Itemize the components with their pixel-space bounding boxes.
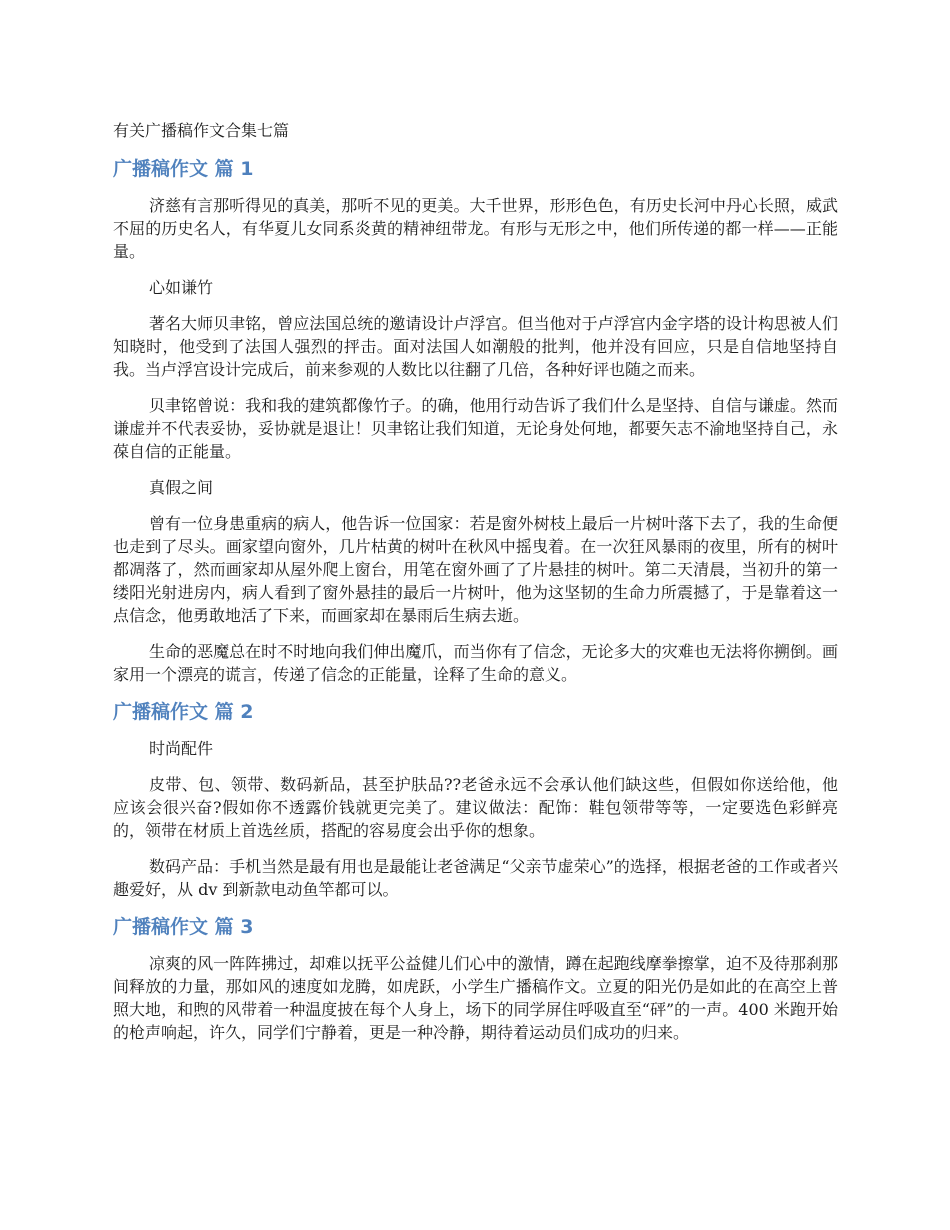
section-2 — [113, 699, 838, 901]
section-heading: 广播稿作文 篇 3 — [113, 916, 254, 938]
section-heading: 广播稿作文 篇 1 — [113, 158, 254, 180]
document-title: 有关广播稿作文合集七篇 — [113, 121, 290, 140]
document-page — [113, 120, 838, 1057]
paragraph: 著名大师贝聿铭，曾应法国总统的邀请设计卢浮宫。但当他对于卢浮宫内金字塔的设计构思被人们知晓时，他受到了法国人强烈的抨击。面对法国人如潮般的批判，他并没有回应，只是自信地坚持自我。当卢浮宫设计完成后，前来参观的人数比以往翻了几倍，各种好评也随之而来。 — [113, 314, 838, 379]
paragraph: 凉爽的风一阵阵拂过，却难以抚平公益健儿们心中的激情，蹲在起跑线摩拳擦掌，迫不及待那刹那间释放的力量，那如风的速度如龙腾，如虎跃，小学生广播稿作文。立夏的阳光仍是如此的在高空上普照大地，和煦的风带着一种温度披在每个人身上，场下的同学屏住呼吸直至“砰”的一声。400 米跑开始的枪声响起，许久，同学们宁静着，更是一种冷静，期待着运动员们成功的归来。 — [113, 954, 838, 1042]
section-heading: 广播稿作文 篇 2 — [113, 701, 254, 723]
paragraph: 曾有一位身患重病的病人，他告诉一位国家：若是窗外树枝上最后一片树叶落下去了，我的生命便也走到了尽头。画家望向窗外，几片枯黄的树叶在秋风中摇曳着。在一次狂风暴雨的夜里，所有的树叶都凋落了，然而画家却从屋外爬上窗台，用笔在窗外画了了片悬挂的树叶。第二天清晨，当初升的第一缕阳光射进房内，病人看到了窗外悬挂的最后一片树叶，他为这坚韧的生命力所震撼了，于是靠着这一点信念，他勇敢地活了下来，而画家却在暴雨后生病去逝。 — [113, 514, 838, 625]
paragraph: 皮带、包、领带、数码新品，甚至护肤品??老爸永远不会承认他们缺这些，但假如你送给他，他应该会很兴奋?假如你不透露价钱就更完美了。建议做法：配饰：鞋包领带等等，一定要选色彩鲜亮的，领带在材质上首选丝质，搭配的容易度会出乎你的想象。 — [113, 775, 838, 840]
paragraph: 济慈有言那听得见的真美，那听不见的更美。大千世界，形形色色，有历史长河中丹心长照，威武不屈的历史名人，有华夏儿女同系炎黄的精神纽带龙。有形与无形之中，他们所传递的都一样——正能量。 — [113, 196, 838, 261]
paragraph: 生命的恶魔总在时不时地向我们伸出魔爪，而当你有了信念，无论多大的灾难也无法将你搠倒。画家用一个漂亮的谎言，传递了信念的正能量，诠释了生命的意义。 — [113, 642, 838, 684]
subheading: 心如谦竹 — [149, 278, 214, 297]
subheading: 时尚配件 — [149, 739, 214, 758]
section-1 — [113, 156, 838, 686]
paragraph: 数码产品：手机当然是最有用也是最能让老爸满足“父亲节虚荣心”的选择，根据老爸的工作或者兴趣爱好，从 dv 到新款电动鱼竿都可以。 — [113, 857, 838, 899]
section-3 — [113, 914, 838, 1044]
subheading: 真假之间 — [149, 478, 214, 497]
paragraph: 贝聿铭曾说：我和我的建筑都像竹子。的确，他用行动告诉了我们什么是坚持、自信与谦虚。然而谦虚并不代表妥协，妥协就是退让！贝聿铭让我们知道，无论身处何地，都要矢志不渝地坚持自己，永葆自信的正能量。 — [113, 396, 838, 461]
